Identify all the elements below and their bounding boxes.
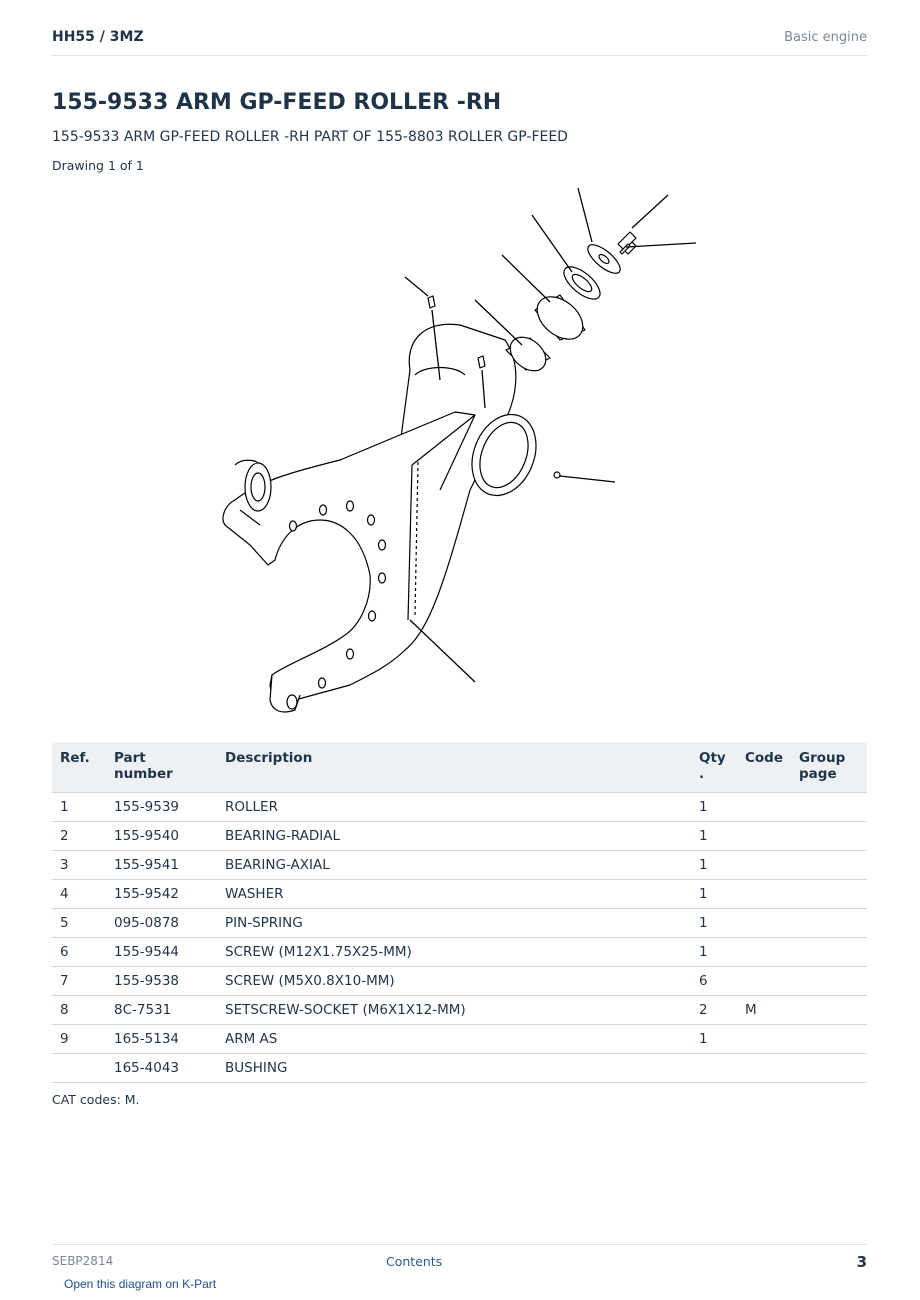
page-title: 155-9533 ARM GP-FEED ROLLER -RH bbox=[52, 90, 502, 115]
header-ref: Ref. bbox=[52, 742, 106, 793]
cell-qty: 1 bbox=[691, 1025, 737, 1054]
cell-ref: 7 bbox=[52, 967, 106, 996]
cell-code bbox=[737, 822, 791, 851]
cell-code bbox=[737, 1054, 791, 1083]
cell-ref bbox=[52, 1054, 106, 1083]
cell-part-number: 155-9540 bbox=[106, 822, 217, 851]
cell-ref: 4 bbox=[52, 880, 106, 909]
open-kpart-link[interactable]: Open this diagram on K-Part bbox=[64, 1277, 217, 1291]
cell-qty: 1 bbox=[691, 851, 737, 880]
cell-code bbox=[737, 793, 791, 822]
cell-group-page bbox=[791, 967, 867, 996]
exploded-parts-drawing-icon bbox=[200, 180, 720, 720]
drawing-count: Drawing 1 of 1 bbox=[52, 158, 144, 173]
document-id: SEBP2814 bbox=[52, 1254, 114, 1268]
table-row bbox=[52, 996, 867, 1025]
cell-code: M bbox=[737, 996, 791, 1025]
cell-qty: 1 bbox=[691, 793, 737, 822]
cat-codes-note: CAT codes: M. bbox=[52, 1092, 140, 1107]
cell-qty: 1 bbox=[691, 880, 737, 909]
header-description: Description bbox=[217, 742, 691, 793]
cell-group-page bbox=[791, 1054, 867, 1083]
cell-description: SETSCREW-SOCKET (M6X1X12-MM) bbox=[217, 996, 691, 1025]
page-number: 3 bbox=[856, 1253, 867, 1271]
cell-ref: 9 bbox=[52, 1025, 106, 1054]
cell-group-page bbox=[791, 938, 867, 967]
cell-code bbox=[737, 880, 791, 909]
cell-ref: 1 bbox=[52, 793, 106, 822]
cell-description: BUSHING bbox=[217, 1054, 691, 1083]
table-row bbox=[52, 822, 867, 851]
cell-code bbox=[737, 851, 791, 880]
table-row bbox=[52, 967, 867, 996]
cell-part-number: 8C-7531 bbox=[106, 996, 217, 1025]
cell-group-page bbox=[791, 880, 867, 909]
table-row bbox=[52, 851, 867, 880]
header-qty: Qty . bbox=[691, 742, 737, 793]
cell-part-number: 155-9539 bbox=[106, 793, 217, 822]
header-group-page: Group page bbox=[791, 742, 867, 793]
table-row bbox=[52, 1054, 867, 1083]
header-part-number: Part number bbox=[106, 742, 217, 793]
cell-ref: 2 bbox=[52, 822, 106, 851]
table-header-row bbox=[52, 742, 867, 793]
cell-group-page bbox=[791, 851, 867, 880]
cell-group-page bbox=[791, 909, 867, 938]
section-label: Basic engine bbox=[784, 30, 867, 45]
cell-description: BEARING-RADIAL bbox=[217, 822, 691, 851]
cell-code bbox=[737, 938, 791, 967]
cell-qty: 1 bbox=[691, 909, 737, 938]
model-label: HH55 / 3MZ bbox=[52, 29, 144, 45]
cell-code bbox=[737, 909, 791, 938]
cell-group-page bbox=[791, 822, 867, 851]
cell-qty: 2 bbox=[691, 996, 737, 1025]
cell-ref: 5 bbox=[52, 909, 106, 938]
cell-ref: 6 bbox=[52, 938, 106, 967]
cell-qty: 1 bbox=[691, 822, 737, 851]
header-code: Code bbox=[737, 742, 791, 793]
cell-description: ROLLER bbox=[217, 793, 691, 822]
parts-table bbox=[52, 742, 867, 1083]
cell-description: WASHER bbox=[217, 880, 691, 909]
cell-part-number: 165-4043 bbox=[106, 1054, 217, 1083]
cell-group-page bbox=[791, 793, 867, 822]
cell-description: SCREW (M5X0.8X10-MM) bbox=[217, 967, 691, 996]
cell-ref: 8 bbox=[52, 996, 106, 1025]
cell-group-page bbox=[791, 1025, 867, 1054]
page-footer bbox=[52, 1244, 867, 1275]
cell-part-number: 155-9538 bbox=[106, 967, 217, 996]
cell-description: ARM AS bbox=[217, 1025, 691, 1054]
contents-link[interactable]: Contents bbox=[386, 1254, 443, 1269]
cell-description: PIN-SPRING bbox=[217, 909, 691, 938]
table-row bbox=[52, 909, 867, 938]
cell-qty: 6 bbox=[691, 967, 737, 996]
table-row bbox=[52, 793, 867, 822]
table-row bbox=[52, 1025, 867, 1054]
page-subtitle: 155-9533 ARM GP-FEED ROLLER -RH PART OF 155-8803 ROLLER GP-FEED bbox=[52, 129, 568, 145]
cell-qty bbox=[691, 1054, 737, 1083]
cell-code bbox=[737, 967, 791, 996]
cell-part-number: 165-5134 bbox=[106, 1025, 217, 1054]
table-row bbox=[52, 938, 867, 967]
cell-ref: 3 bbox=[52, 851, 106, 880]
cell-part-number: 155-9542 bbox=[106, 880, 217, 909]
cell-part-number: 155-9541 bbox=[106, 851, 217, 880]
cell-code bbox=[737, 1025, 791, 1054]
cell-qty: 1 bbox=[691, 938, 737, 967]
cell-part-number: 155-9544 bbox=[106, 938, 217, 967]
parts-table-body bbox=[52, 793, 867, 1083]
cell-part-number: 095-0878 bbox=[106, 909, 217, 938]
page-header bbox=[52, 28, 867, 56]
cell-group-page bbox=[791, 996, 867, 1025]
exploded-parts-diagram bbox=[200, 180, 720, 720]
cell-description: BEARING-AXIAL bbox=[217, 851, 691, 880]
table-row bbox=[52, 880, 867, 909]
cell-description: SCREW (M12X1.75X25-MM) bbox=[217, 938, 691, 967]
